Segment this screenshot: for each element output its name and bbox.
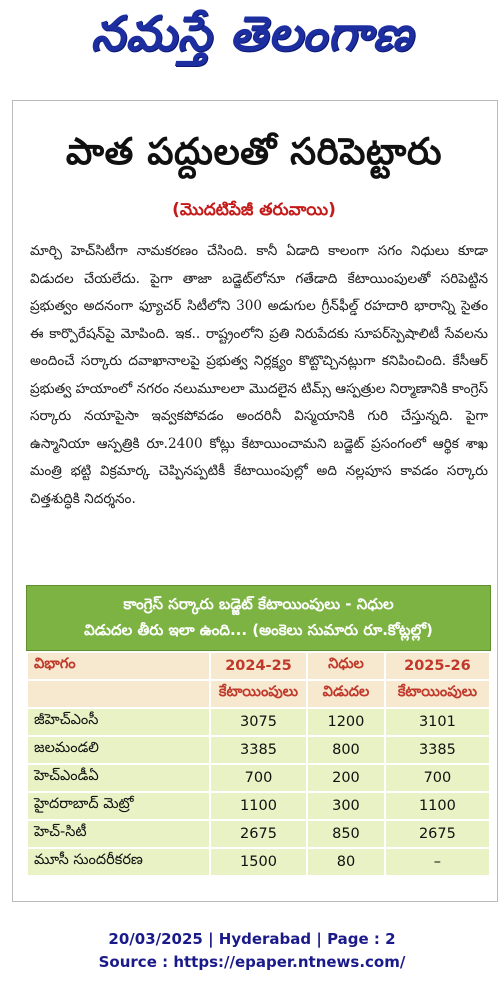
cell-released: 1200 (307, 708, 385, 736)
header-release-sub: విడుదల (307, 680, 385, 708)
table-row (27, 848, 490, 876)
cell-alloc-2024: 1500 (210, 848, 307, 876)
cell-alloc-2024: 1100 (210, 792, 307, 820)
table-subheader-row (27, 680, 490, 708)
table-title-line2: విడుదల తీరు ఇలా ఉంది... (అంకెలు సుమారు రూ.కోట్లల్లో) (84, 621, 433, 639)
article-body: మార్చి హెచ్‌సిటీగా నామకరణం చేసింది. కానీ ఏడాది కాలంగా సగం నిధులు కూడా విడుదల చేయలేదు. పైగా తాజా బడ్జెట్‌లోనూ గతేడాది కేటాయింపులతో సరిపెట్టిన ప్రభుత్వం అదనంగా ఫ్యూచర్ సిటీలోని 300 అడుగుల గ్రీన్‌ఫీల్డ్ రహదారి భారాన్ని సైతం ఈ కార్పొరేషన్‌పై మోపింది. ఇక.. రాష్ట్రంలోని ప్రతి నిరుపేదకు సూపర్‌స్పెషాలిటీ సేవలను అందించే సర్కారు దవాఖానాలపై ప్రభుత్వ నిర్లక్ష్యం కొట్టొచ్చినట్లుగా కనిపించింది. కేసీఆర్ ప్రభుత్వ హయాంలో నగరం నలుమూలలా మొదలైన టిమ్స్ ఆస్పత్రుల నిర్మాణానికి కాంగ్రెస్ సర్కారు నయాపైసా ఇవ్వకపోవడం అందరినీ విస్మయానికి గురి చేస్తున్నది. పైగా ఉస్మానియా ఆస్పత్రికి రూ.2400 కోట్లు కేటాయించామని బడ్జెట్ ప్రసంగంలో ఆర్థిక శాఖ మంత్రి భట్టి విక్రమార్క చెప్పినప్పటికీ కేటాయింపుల్లో అది నల్లపూస కావడం సర్కారు చిత్తశుద్ధికి నిదర్శనం. (30, 243, 488, 507)
masthead (0, 0, 504, 90)
masthead-logo: నమస్తే తెలంగాణ (90, 6, 414, 62)
cell-released: 800 (307, 736, 385, 764)
budget-table (26, 651, 491, 877)
table-header-row (27, 652, 490, 680)
cell-alloc-2024: 3385 (210, 736, 307, 764)
table-row (27, 764, 490, 792)
budget-table-block (26, 585, 491, 877)
cell-released: 200 (307, 764, 385, 792)
cell-released: 80 (307, 848, 385, 876)
table-row (27, 820, 490, 848)
header-dept: విభాగం (27, 652, 210, 680)
table-row (27, 708, 490, 736)
cell-dept: జలమండలి (27, 736, 210, 764)
cell-alloc-2025: 3101 (385, 708, 490, 736)
cell-dept: హైదరాబాద్ మెట్రో (27, 792, 210, 820)
article-headline: పాత పద్దులతో సరిపెట్టారు (65, 130, 443, 173)
cell-dept: జీహెచ్ఎంసీ (27, 708, 210, 736)
header-release: నిధుల (307, 652, 385, 680)
table-title (26, 585, 491, 651)
cell-released: 850 (307, 820, 385, 848)
cell-dept: మూసీ సుందరీకరణ (27, 848, 210, 876)
header-2024-sub: కేటాయింపులు (210, 680, 307, 708)
cell-alloc-2024: 2675 (210, 820, 307, 848)
table-row (27, 792, 490, 820)
cell-alloc-2025: 1100 (385, 792, 490, 820)
cell-alloc-2024: 3075 (210, 708, 307, 736)
table-title-line1: కాంగ్రెస్ సర్కారు బడ్జెట్ కేటాయింపులు - నిధుల (123, 595, 394, 613)
header-dept-blank (27, 680, 210, 708)
cell-alloc-2024: 700 (210, 764, 307, 792)
cell-alloc-2025: 2675 (385, 820, 490, 848)
cell-alloc-2025: 700 (385, 764, 490, 792)
cell-released: 300 (307, 792, 385, 820)
header-2025-sub: కేటాయింపులు (385, 680, 490, 708)
footer-date-line: 20/03/2025 | Hyderabad | Page : 2 (108, 930, 396, 948)
table-row (27, 736, 490, 764)
cell-alloc-2025: – (385, 848, 490, 876)
header-2024: 2024-25 (210, 652, 307, 680)
footer-source-line: Source : https://epaper.ntnews.com/ (98, 953, 406, 971)
header-2025: 2025-26 (385, 652, 490, 680)
cell-dept: హెచ్ఎండీఏ (27, 764, 210, 792)
cell-dept: హెచ్-సిటీ (27, 820, 210, 848)
cell-alloc-2025: 3385 (385, 736, 490, 764)
continuation-note: (మొదటిపేజీ తరువాయి) (172, 200, 336, 220)
